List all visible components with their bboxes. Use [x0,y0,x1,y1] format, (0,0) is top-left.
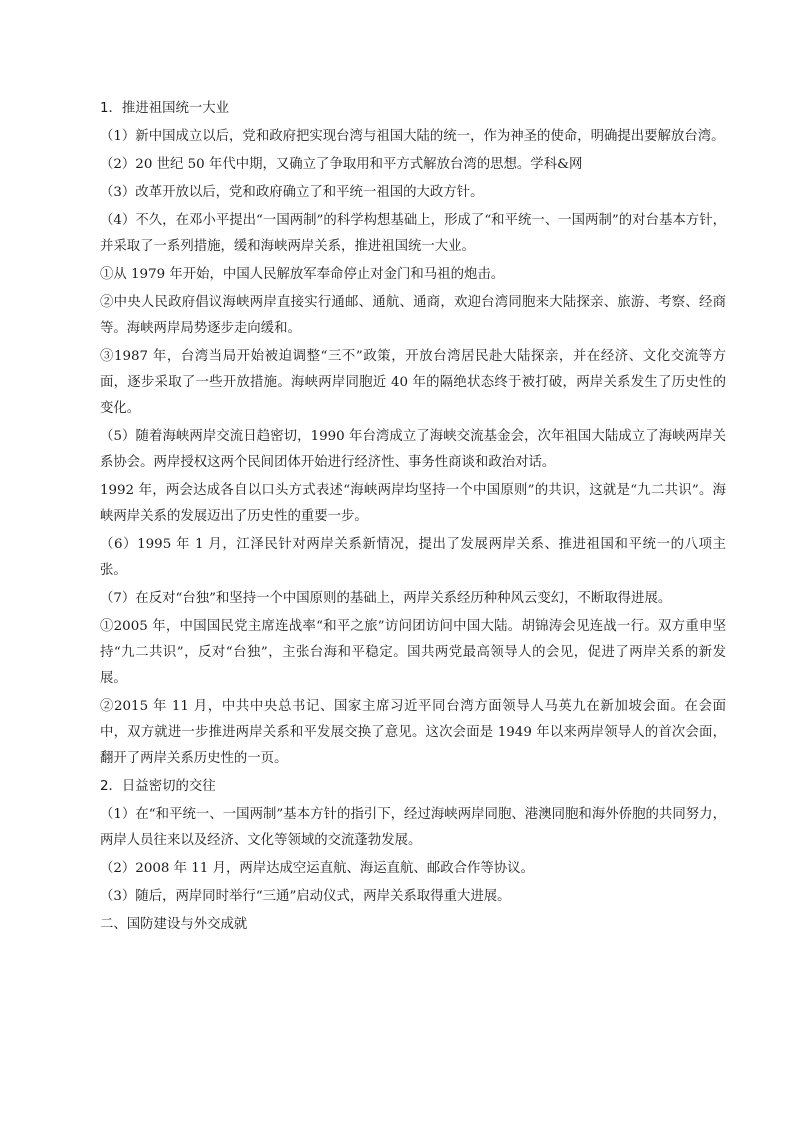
paragraph-1-7: （7）在反对“台独”和坚持一个中国原则的基础上，两岸关系经历种种风云变幻，不断取得进展。 [100,591,672,606]
section-heading-defense-diplomacy: 二、国防建设与外交成就 [100,917,248,932]
paragraph-2-1: （1）在“和平统一、一国两制”基本方针的指引下，经过海峡两岸同胞、港澳同胞和海外侨胞的共同努力，两岸人员往来以及经济、文化等领域的交流蓬勃发展。 [100,807,726,848]
paragraph-1-7b: ②2015 年 11 月，中共中央总书记、国家主席习近平同台湾方面领导人马英九在新加坡会面。在会面中，双方就进一步推进两岸关系和平发展交换了意见。这次会面是 1949 年以来两岸领导人的首次会面，翻开了两岸关系历史性的一页。 [100,699,726,766]
paragraph-2-3: （3）随后，两岸同时举行“三通”启动仪式，两岸关系取得重大进展。 [100,889,511,904]
paragraph-2-2: （2）2008 年 11 月，两岸达成空运直航、海运直航、邮政合作等协议。 [100,861,534,876]
paragraph-1-4b: ②中央人民政府倡议海峡两岸直接实行通邮、通航、通商，欢迎台湾同胞来大陆探亲、旅游、考察、经商等。海峡两岸局势逐步走向缓和。 [100,295,726,336]
section-heading-reunification: 1．推进祖国统一大业 [100,101,230,116]
section-heading-exchanges: 2．日益密切的交往 [100,779,216,794]
paragraph-1-1: （1）新中国成立以后，党和政府把实现台湾与祖国大陆的统一，作为神圣的使命，明确提出要解放台湾。 [100,129,725,144]
paragraph-1-4a: ①从 1979 年开始，中国人民解放军奉命停止对金门和马祖的炮击。 [100,267,505,282]
paragraph-1-4c: ③1987 年，台湾当局开始被迫调整“三不”政策，开放台湾居民赴大陆探亲，并在经济、文化交流等方面，逐步采取了一些开放措施。海峡两岸同胞近 40 年的隔绝状态终于被打破，两岸关系发生了历史性的变化。 [100,349,726,416]
paragraph-1-3: （3）改革开放以后，党和政府确立了和平统一祖国的大政方针。 [100,185,484,200]
paragraph-1-4: （4）不久，在邓小平提出“一国两制”的科学构想基础上，形成了“和平统一、一国两制”的对台基本方针，并采取了一系列措施，缓和海峡两岸关系，推进祖国统一大业。 [100,213,726,254]
paragraph-1-6: （6）1995 年 1 月，江泽民针对两岸关系新情况，提出了发展两岸关系、推进祖国和平统一的八项主张。 [100,537,726,578]
paragraph-1-5a: 1992 年，两会达成各自以口头方式表述“海峡两岸均坚持一个中国原则”的共识，这就是“九二共识”。海峡两岸关系的发展迈出了历史性的重要一步。 [100,483,726,524]
paragraph-1-5: （5）随着海峡两岸交流日趋密切，1990 年台湾成立了海峡交流基金会，次年祖国大陆成立了海峡两岸关系协会。两岸授权这两个民间团体开始进行经济性、事务性商谈和政治对话。 [100,429,726,470]
paragraph-1-7a: ①2005 年，中国国民党主席连战率“和平之旅”访问团访问中国大陆。胡锦涛会见连战一行。双方重申坚持“九二共识”，反对“台独”，主张台海和平稳定。国共两党最高领导人的会见，促进了两岸关系的新发展。 [100,619,726,686]
document-page [100,96,726,938]
paragraph-1-2: （2）20 世纪 50 年代中期，又确立了争取用和平方式解放台湾的思想。学科&网 [100,157,583,172]
